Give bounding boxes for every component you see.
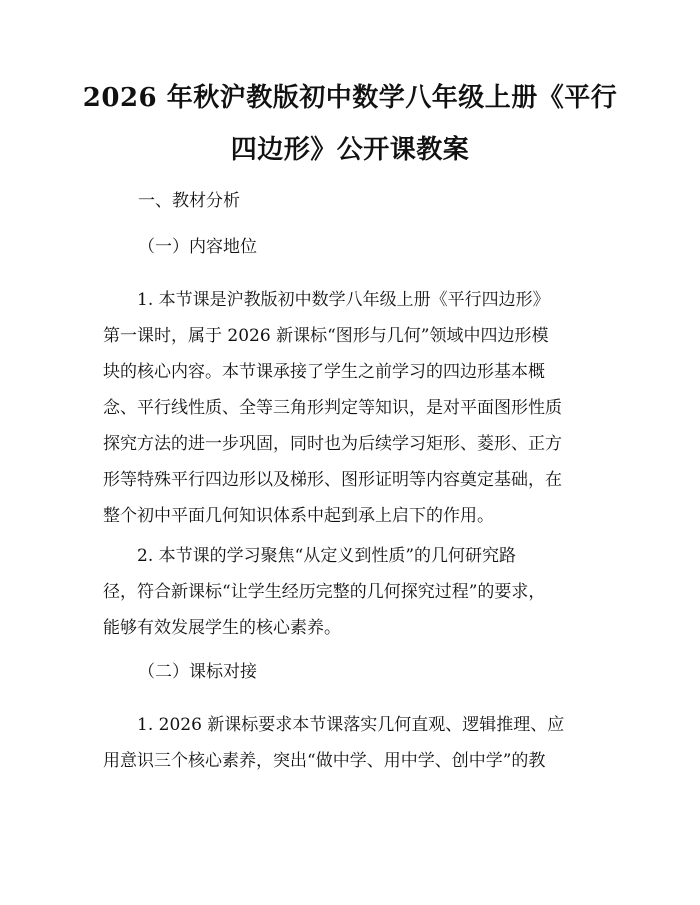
document-title bbox=[70, 72, 630, 176]
subsection-heading: （二）课标对接 bbox=[138, 662, 257, 682]
paragraph-line: 2. 本节课的学习聚焦“从定义到性质”的几何研究路 bbox=[137, 546, 517, 566]
section-heading: 一、教材分析 bbox=[138, 191, 240, 211]
paragraph-line: 形等特殊平行四边形以及梯形、图形证明等内容奠定基础，在 bbox=[103, 470, 562, 490]
paragraph bbox=[103, 282, 603, 534]
paragraph bbox=[103, 707, 603, 779]
paragraph-line: 径，符合新课标“让学生经历完整的几何探究过程”的要求， bbox=[103, 582, 546, 602]
paragraph-line: 1. 本节课是沪教版初中数学八年级上册《平行四边形》 bbox=[137, 290, 550, 310]
paragraph bbox=[103, 538, 603, 646]
subsection-heading: （一）内容地位 bbox=[138, 237, 257, 257]
paragraph-line: 整个初中平面几何知识体系中起到承上启下的作用。 bbox=[103, 506, 494, 526]
paragraph-line: 用意识三个核心素养，突出“做中学、用中学、创中学”的教 bbox=[103, 751, 546, 771]
paragraph-line: 1. 2026 新课标要求本节课落实几何直观、逻辑推理、应 bbox=[137, 715, 565, 735]
paragraph-line: 能够有效发展学生的核心素养。 bbox=[103, 618, 341, 638]
title-line: 2026 年秋沪教版初中数学八年级上册《平行 bbox=[82, 83, 618, 113]
paragraph-line: 第一课时，属于 2026 新课标“图形与几何”领域中四边形模 bbox=[103, 326, 549, 346]
title-line: 四边形》公开课教案 bbox=[230, 135, 470, 165]
paragraph-line: 块的核心内容。本节课承接了学生之前学习的四边形基本概 bbox=[103, 362, 545, 382]
paragraph-line: 念、平行线性质、全等三角形判定等知识，是对平面图形性质 bbox=[103, 398, 562, 418]
paragraph-line: 探究方法的进一步巩固，同时也为后续学习矩形、菱形、正方 bbox=[103, 434, 562, 454]
